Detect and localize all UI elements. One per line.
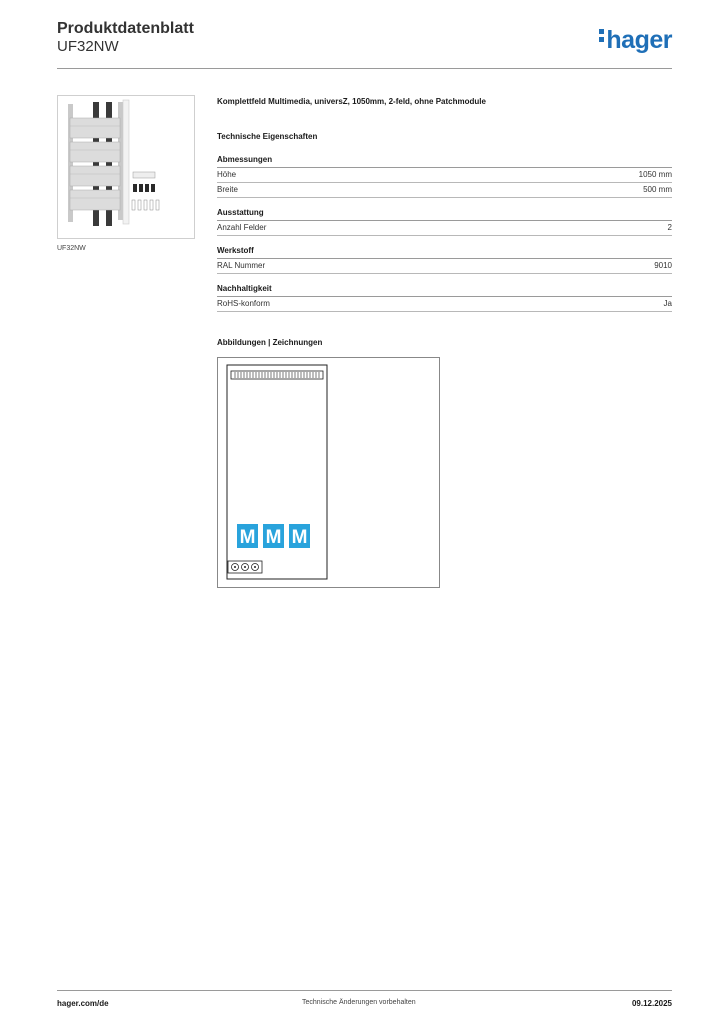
technical-drawing (217, 357, 440, 588)
product-image (57, 95, 195, 239)
spec-group-equipment (217, 208, 672, 236)
footer-divider (57, 990, 672, 991)
spec-group-material (217, 246, 672, 274)
panel-drawing-icon (218, 358, 439, 587)
hager-logo[interactable] (599, 26, 672, 55)
spec-group-sustainability (217, 284, 672, 312)
distribution-board-photo-icon (58, 96, 194, 238)
spec-label: RAL Nummer (217, 261, 266, 270)
spec-group-title: Nachhaltigkeit (217, 284, 672, 297)
footer-website-link[interactable]: hager.com/de (57, 999, 109, 1008)
spec-row (217, 297, 672, 312)
product-image-caption: UF32NW (57, 245, 86, 252)
spec-label: Breite (217, 185, 238, 194)
module-label: M (239, 527, 256, 548)
spec-value: 1050 mm (638, 170, 672, 179)
page-title: Produktdatenblatt (57, 20, 194, 37)
spec-value: 2 (667, 223, 672, 232)
spec-value: 500 mm (643, 185, 672, 194)
spec-label: Höhe (217, 170, 237, 179)
spec-group-title: Abmessungen (217, 155, 672, 168)
drawings-heading: Abbildungen | Zeichnungen (217, 338, 323, 347)
header-divider (57, 68, 672, 69)
module-label: M (265, 527, 282, 548)
multimedia-modules (237, 524, 310, 548)
spec-row (217, 168, 672, 183)
logo-dots-icon (599, 29, 604, 45)
spec-value: 9010 (654, 261, 672, 270)
logo-text: hager (606, 26, 672, 54)
spec-row (217, 221, 672, 236)
product-name: Komplettfeld Multimedia, universZ, 1050mm, 2-feld, ohne Patchmodule (217, 97, 486, 106)
specs-heading: Technische Eigenschaften (217, 132, 318, 141)
spec-group-title: Ausstattung (217, 208, 672, 221)
spec-label: Anzahl Felder (217, 223, 267, 232)
footer-notice: Technische Änderungen vorbehalten (302, 999, 416, 1006)
spec-group-title: Werkstoff (217, 246, 672, 259)
spec-group-dimensions (217, 155, 672, 198)
spec-value: Ja (663, 299, 672, 308)
module-label: M (291, 527, 308, 548)
spec-label: RoHS-konform (217, 299, 270, 308)
spec-row (217, 259, 672, 274)
product-code: UF32NW (57, 38, 119, 55)
spec-row (217, 183, 672, 198)
footer-date: 09.12.2025 (631, 999, 672, 1008)
product-details (217, 97, 672, 322)
